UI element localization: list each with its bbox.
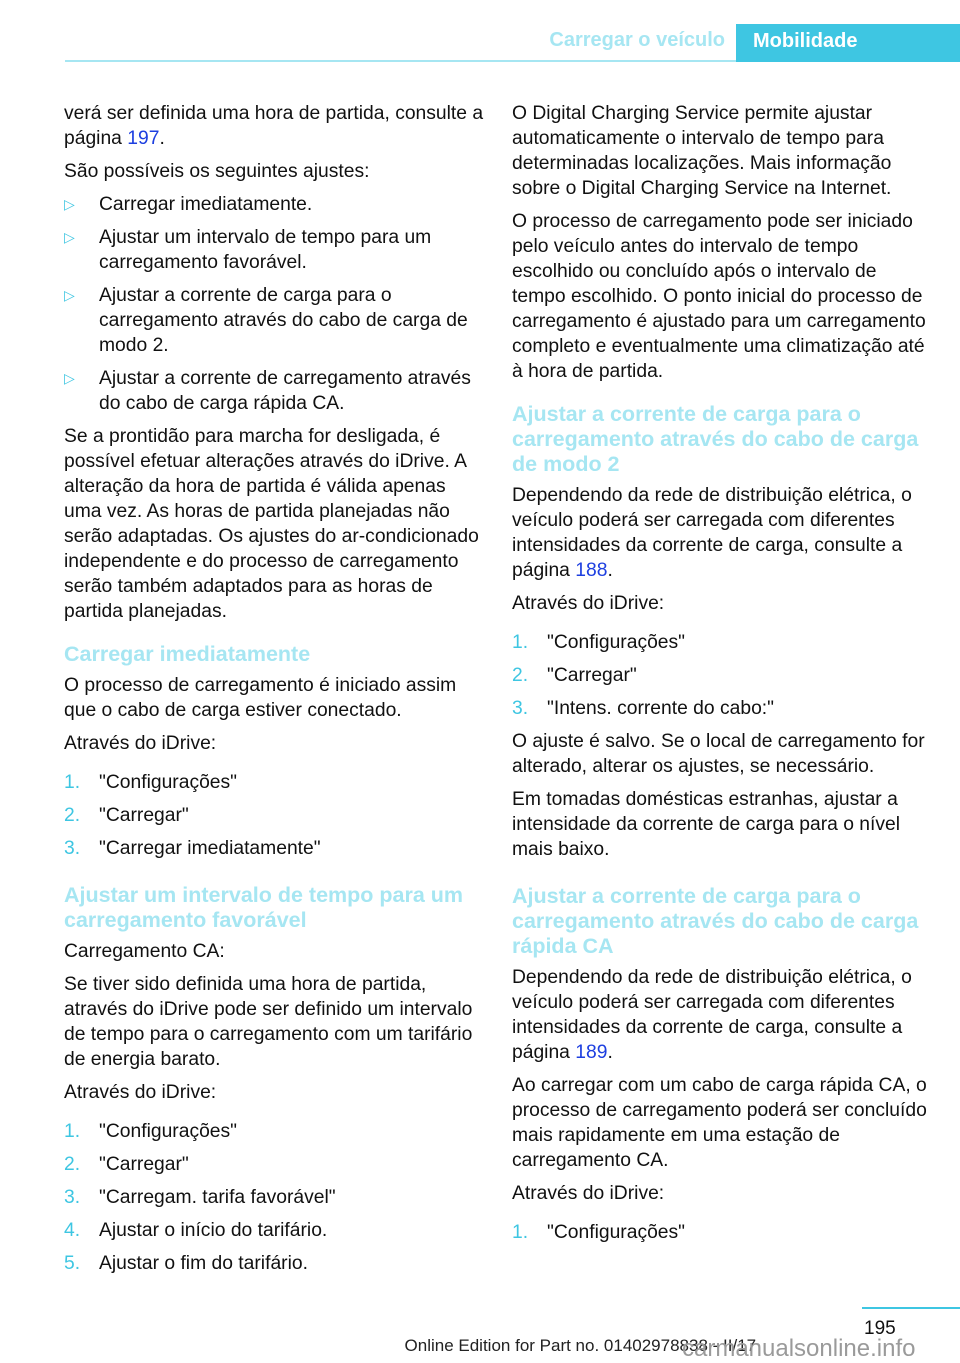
footer-edition-text: Online Edition for Part no. 01402978838 - II/17 (404, 1336, 757, 1355)
section-heading-fast-ca-current: Ajustar a corrente de carga para o carregamento através do cabo de carga rápida CA (512, 884, 919, 958)
section-subtitle: Carregamento CA: (64, 941, 225, 962)
triangle-bullet-icon: ▷ (64, 370, 75, 386)
bullet-item: ▷ Ajustar um intervalo de tempo para um carregamento favorável. (64, 227, 432, 273)
section-heading-favorable-interval: Ajustar um intervalo de tempo para um carregamento favorável (64, 883, 464, 932)
step-item: 4. Ajustar o início do tarifário. (64, 1220, 328, 1241)
fast-charge-paragraph: Ao carregar com um cabo de carga rápida CA, o processo de carregamento poderá ser concluído mais rapidamente em uma estação de carregamento CA. (512, 1075, 927, 1171)
step-item: 3. "Intens. corrente do cabo:" (512, 698, 774, 719)
triangle-bullet-icon: ▷ (64, 287, 75, 303)
step-item: 2. "Carregar" (64, 1154, 189, 1175)
header-section-title: Carregar o veículo (549, 29, 725, 51)
page-link-188[interactable]: 188 (575, 560, 608, 581)
via-idrive-text: Através do iDrive: (512, 1183, 665, 1204)
step-item: 3. "Carregar imediatamente" (64, 838, 321, 859)
idrive-steps-list (64, 770, 484, 861)
idrive-steps-list (64, 1119, 484, 1276)
step-item: 1. "Configurações" (512, 1222, 686, 1243)
step-item: 2. "Carregar" (512, 665, 637, 686)
page-link-189[interactable]: 189 (575, 1042, 608, 1063)
step-item: 1. "Configurações" (64, 1121, 238, 1142)
section-text: Dependendo da rede de distribuição elétrica, o veículo poderá ser carregada com diferentes intensidades da corrente de carga, consulte a página 188. (512, 485, 912, 581)
header-chapter-tab: Mobilidade (736, 24, 960, 62)
right-column (512, 101, 932, 1253)
possible-settings-text: São possíveis os seguintes ajustes: (64, 161, 370, 182)
bullet-item: ▷ Ajustar a corrente de carregamento através do cabo de carga rápida CA. (64, 368, 471, 414)
footer-rule (862, 1307, 960, 1309)
triangle-bullet-icon: ▷ (64, 196, 75, 212)
section-text: O processo de carregamento é iniciado assim que o cabo de carga estiver conectado. (64, 675, 457, 721)
section-text: Se tiver sido definida uma hora de partida, através do iDrive pode ser definido um intervalo de tempo para o carregamento com um tarifário de energia barato. (64, 974, 473, 1070)
idrive-steps-list (512, 1220, 932, 1245)
step-item: 1. "Configurações" (64, 772, 238, 793)
step-item: 3. "Carregam. tarifa favorável" (64, 1187, 336, 1208)
bullet-item: ▷ Ajustar a corrente de carga para o carregamento através do cabo de carga de modo 2. (64, 285, 468, 356)
section-text: Dependendo da rede de distribuição elétrica, o veículo poderá ser carregada com diferentes intensidades da corrente de carga, consulte a página 189. (512, 967, 912, 1063)
via-idrive-text: Através do iDrive: (64, 1082, 217, 1103)
section-heading-charge-now: Carregar imediatamente (64, 642, 311, 666)
step-item: 5. Ajustar o fim do tarifário. (64, 1253, 308, 1274)
triangle-bullet-icon: ▷ (64, 229, 75, 245)
process-paragraph: O processo de carregamento pode ser iniciado pelo veículo antes do intervalo de tempo escolhido ou concluído após o intervalo de tempo escolhido. O ponto inicial do processo de carregamento é ajustado para um carregamento completo e eventualmente uma climatização até à hora de partida. (512, 211, 926, 382)
digital-service-paragraph: O Digital Charging Service permite ajustar automaticamente o intervalo de tempo para determinadas localizações. Mais informação sobre o Digital Charging Service na Internet. (512, 103, 892, 199)
sockets-paragraph: Em tomadas domésticas estranhas, ajustar a intensidade da corrente de carga para o nível mais baixo. (512, 789, 901, 860)
left-column (64, 101, 484, 1284)
step-item: 1. "Configurações" (512, 632, 686, 653)
settings-bullet-list (64, 192, 484, 416)
intro-paragraph: verá ser definida uma hora de partida, consulte a página 197. (64, 103, 484, 149)
saved-paragraph: O ajuste é salvo. Se o local de carregamento for alterado, alterar os ajustes, se necessário. (512, 731, 925, 777)
step-item: 2. "Carregar" (64, 805, 189, 826)
page-link-197[interactable]: 197 (127, 128, 160, 149)
via-idrive-text: Através do iDrive: (64, 733, 217, 754)
idrive-steps-list (512, 630, 932, 721)
ready-paragraph: Se a prontidão para marcha for desligada, é possível efetuar alterações através do iDrive. A alteração da hora de partida é válida apenas uma vez. As horas de partida planejadas não serão adaptadas. Os ajustes do ar-condicionado independente e do processo de carregamento serão também adaptados para as horas de partida planejadas. (64, 426, 479, 622)
bullet-item: ▷ Carregar imediatamente. (64, 194, 313, 215)
section-heading-mode2-current: Ajustar a corrente de carga para o carregamento através do cabo de carga de modo 2 (512, 402, 919, 476)
via-idrive-text: Através do iDrive: (512, 593, 665, 614)
page-number: 195 (864, 1318, 896, 1339)
watermark-text: carmanualsonline.info (682, 1335, 916, 1362)
